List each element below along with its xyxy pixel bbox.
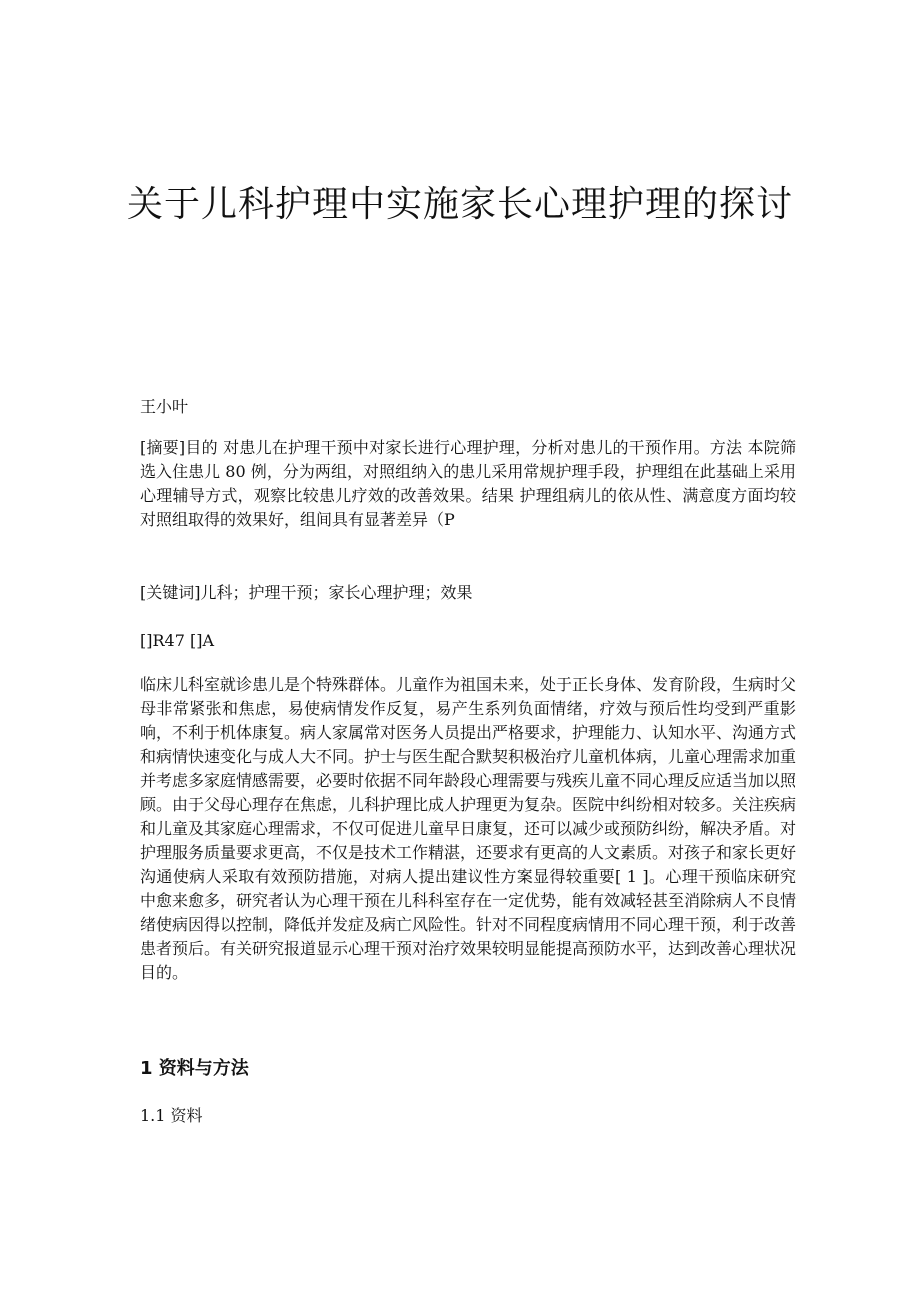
abstract-paragraph: [摘要]目的 对患儿在护理干预中对家长进行心理护理，分析对患儿的干预作用。方法 本院筛选入住患儿 80 例，分为两组，对照组纳入的患儿采用常规护理手段，护理组在此基础上采用心理辅导方式，观察比较患儿疗效的改善效果。结果 护理组病儿的依从性、满意度方面均较对照组取得的效果好，组间具有显著差异（P: [140, 438, 796, 529]
author-name: 王小叶: [140, 397, 189, 416]
keywords-line: [关键词]儿科；护理干预；家长心理护理；效果: [140, 583, 473, 602]
intro-paragraph: 临床儿科室就诊患儿是个特殊群体。儿童作为祖国未来，处于正长身体、发育阶段，生病时父母非常紧张和焦虑，易使病情发作反复，易产生系列负面情绪，疗效与预后性均受到严重影响，不利于机体康复。病人家属常对医务人员提出严格要求，护理能力、认知水平、沟通方式和病情快速变化与成人大不同。护士与医生配合默契积极治疗儿童机体病，儿童心理需求加重并考虑多家庭情感需要，必要时依据不同年龄段心理需要与残疾儿童不同心理反应适当加以照顾。由于父母心理存在焦虑，儿科护理比成人护理更为复杂。医院中纠纷相对较多。关注疾病和儿童及其家庭心理需求，不仅可促进儿童早日康复，还可以减少或预防纠纷，解决矛盾。对护理服务质量要求更高，不仅是技术工作精湛，还要求有更高的人文素质。对孩子和家长更好沟通使病人采取有效预防措施，对病人提出建议性方案显得较重要[ 1 ]。心理干预临床研究中愈来愈多，研究者认为心理干预在儿科科室存在一定优势，能有效减轻甚至消除病人不良情绪使病因得以控制，降低并发症及病亡风险性。针对不同程度病情用不同心理干预，利于改善患者预后。有关研究报道显示心理干预对治疗效果较明显能提高预防水平，达到改善心理状况目的。: [140, 675, 797, 982]
section-heading-1: 1 资料与方法: [140, 1058, 249, 1079]
classification-line: []R47 []A: [140, 631, 215, 650]
subsection-heading-1-1: 1.1 资料: [140, 1106, 203, 1125]
paper-title: 关于儿科护理中实施家长心理护理的探讨: [126, 184, 793, 225]
